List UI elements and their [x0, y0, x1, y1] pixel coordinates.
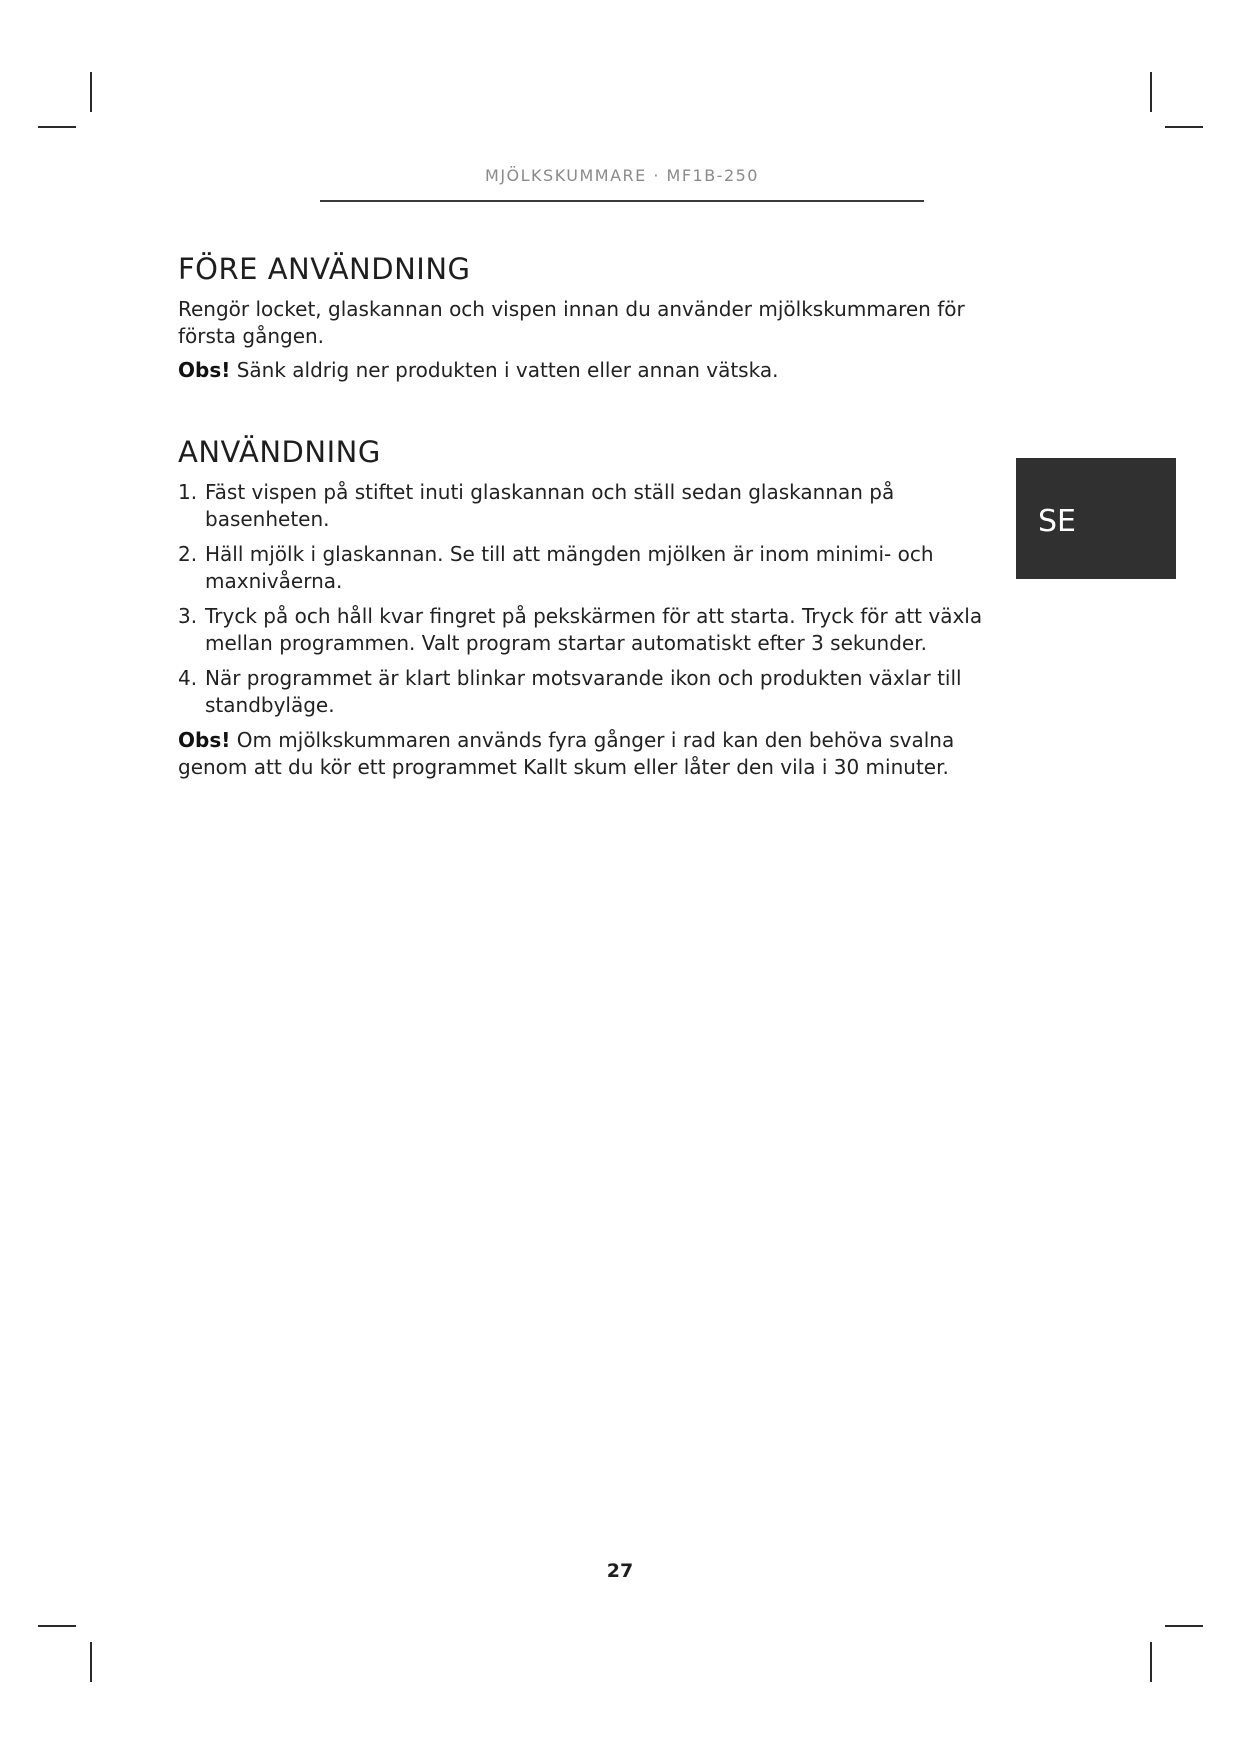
- crop-mark-top-right-v: [1150, 72, 1152, 112]
- crop-mark-top-left-h: [38, 126, 76, 128]
- step-number: 1.: [178, 480, 198, 504]
- crop-mark-bottom-right-v: [1150, 1642, 1152, 1682]
- step-number: 2.: [178, 542, 198, 566]
- page-content: [178, 252, 990, 788]
- list-item: [178, 665, 990, 719]
- note-text: Om mjölkskummaren används fyra gånger i rad kan den behöva svalna genom att du kör ett programmet Kallt skum eller låter den vila i 30 minuter.: [178, 728, 955, 779]
- steps-list: [178, 479, 990, 719]
- note: [178, 357, 990, 384]
- list-item: [178, 603, 990, 657]
- note-label: Obs!: [178, 728, 231, 752]
- step-number: 3.: [178, 604, 198, 628]
- section-use: [178, 435, 990, 781]
- note: [178, 727, 990, 781]
- step-text: Fäst vispen på stiftet inuti glaskannan och ställ sedan glaskannan på basenheten.: [205, 480, 895, 531]
- crop-mark-bottom-left-h: [38, 1625, 76, 1627]
- section-title: ANVÄNDNING: [178, 435, 381, 469]
- section-spacer: [178, 391, 990, 435]
- crop-mark-top-right-h: [1165, 126, 1203, 128]
- page-number: 27: [606, 1560, 634, 1582]
- step-text: Tryck på och håll kvar fingret på pekskärmen för att starta. Tryck för att växla mellan programmen. Valt program startar automatiskt efter 3 sekunder.: [205, 604, 983, 655]
- list-item: [178, 479, 990, 533]
- step-text: När programmet är klart blinkar motsvarande ikon och produkten växlar till standbyläge.: [205, 666, 962, 717]
- section-title: FÖRE ANVÄNDNING: [178, 252, 471, 286]
- note-label: Obs!: [178, 358, 231, 382]
- header-divider: [320, 200, 924, 202]
- list-item: [178, 541, 990, 595]
- step-text: Häll mjölk i glaskannan. Se till att mängden mjölken är inom minimi- och maxnivåerna.: [205, 542, 934, 593]
- crop-mark-bottom-right-h: [1165, 1625, 1203, 1627]
- note-text: Sänk aldrig ner produkten i vatten eller annan vätska.: [230, 358, 779, 382]
- section-paragraph: Rengör locket, glaskannan och vispen innan du använder mjölkskummaren för första gången.: [178, 297, 965, 348]
- language-tab: SE: [1016, 458, 1176, 579]
- running-header: MJÖLKSKUMMARE · MF1B-250: [485, 166, 759, 185]
- crop-mark-bottom-left-v: [90, 1642, 92, 1682]
- step-number: 4.: [178, 666, 198, 690]
- section-before-use: [178, 252, 990, 384]
- crop-mark-top-left-v: [90, 72, 92, 112]
